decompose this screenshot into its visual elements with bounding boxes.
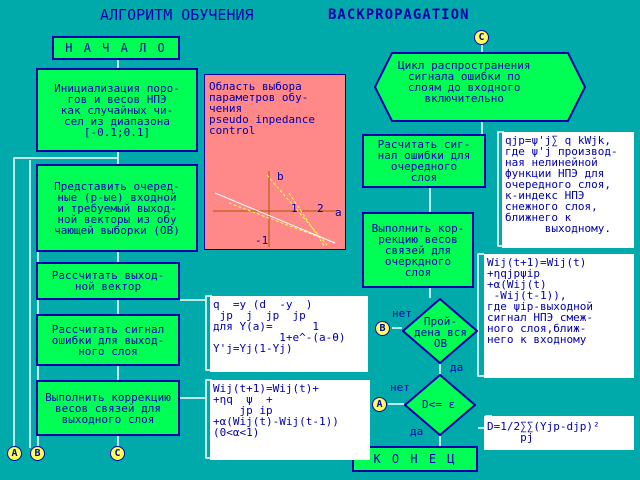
graph-label-one: 1 xyxy=(291,202,298,215)
parameter-panel-text: Область выбора параметров обу- чения pseudo inpedance control xyxy=(209,80,315,137)
graph-label-b: b xyxy=(277,170,284,183)
formula-hidden-delta xyxy=(502,132,634,248)
correct-hidden-weights-block xyxy=(362,212,474,288)
decision-error-no: нет xyxy=(390,381,410,394)
present-vectors-label: Представить очеред- ные (p-ые) входной и требуемый выход- ной векторы из обу чающей выборки (ОВ) xyxy=(54,179,180,237)
loop-label: Цикл распространения сигнала ошибки по слоям до входного включительно xyxy=(398,59,531,105)
connector-c-top: C xyxy=(474,30,489,45)
compute-hidden-error-label: Расчитать сиг- нал ошибки для очередного слоя xyxy=(377,138,471,184)
start-label: Н А Ч А Л О xyxy=(65,40,167,55)
formula-output-update xyxy=(210,380,370,460)
decision-passed-all-yes: да xyxy=(450,361,464,374)
graph-label-minus-one: -1 xyxy=(255,234,269,247)
present-vectors-block xyxy=(36,164,198,252)
start-block xyxy=(52,36,180,60)
activation-graph xyxy=(205,75,347,251)
correct-output-weights-block xyxy=(36,380,180,436)
decision-passed-all-label: Прой- дена вся ОВ xyxy=(414,315,467,350)
formula-hidden-update-text: Wij(t+1)=Wij(t) +ηqjpψip +α(Wij(t) -Wij(t-1)), где ψip-выходной сигнал НПЭ смеж- ного слоя,ближ- него к входному xyxy=(487,256,593,346)
compute-output-block xyxy=(36,262,180,300)
init-block xyxy=(36,68,198,152)
graph-label-a: a xyxy=(335,206,342,219)
formula-error xyxy=(484,416,634,450)
compute-hidden-error-block xyxy=(362,134,486,188)
connector-b-bottom: B xyxy=(30,446,45,461)
compute-output-error-block xyxy=(36,314,180,366)
correct-hidden-weights-label: Выполнить кор- рекцию весов связей для очеркдного слоя xyxy=(371,221,465,279)
correct-output-weights-label: Выполнить коррекцию весов связей для выходного слоя xyxy=(45,390,171,426)
end-label: К О Н Е Ц xyxy=(373,451,457,466)
formula-hidden-delta-text: qjp=ψ'j∑ q kWjk, где ψ'j производ- ная нелинейной функции НПЭ для очередного слоя, к-индекс НПЭ снежного слоя, ближнего к выходному. xyxy=(505,134,618,235)
formula-error-text: D=1/2∑∑(Yjp-djp)² pj xyxy=(487,420,600,444)
formula-output-update-text: Wij(t+1)=Wij(t)+ +ηq ψ + jp ip +α(Wij(t)-Wij(t-1)) (0<α<1) xyxy=(213,382,339,439)
formula-hidden-update xyxy=(484,254,634,378)
connector-a-right: A xyxy=(372,397,387,412)
compute-output-error-label: Рассчитать сигнал ошибки для выход- ного слоя xyxy=(51,322,165,358)
formula-output-delta-text: q =y (d -y ) jp j jp jp для Y(a)= 1 1+e^-(a-θ) Y'j=Yj(1-Yj) xyxy=(213,298,346,355)
decision-error-yes: да xyxy=(410,425,424,438)
compute-output-label: Рассчитать выход- ной вектор xyxy=(51,269,165,293)
title-russian: АЛГОРИТМ ОБУЧЕНИЯ xyxy=(100,6,254,24)
decision-passed-all-no: нет xyxy=(392,307,412,320)
end-block xyxy=(352,446,478,472)
connector-c-bottom: C xyxy=(110,446,125,461)
connector-b-right: B xyxy=(375,321,390,336)
parameter-panel xyxy=(204,74,346,250)
init-label: Инициализация поро- гов и весов НПЭ как случайных чи- сел из диапазона [-0.1;0.1] xyxy=(54,81,180,139)
graph-label-two: 2 xyxy=(317,202,324,215)
decision-error-label: D<= ε xyxy=(422,398,456,411)
title-english: BACKPROPAGATION xyxy=(328,7,470,23)
connector-a-bottom: A xyxy=(7,446,22,461)
formula-output-delta xyxy=(210,296,368,372)
